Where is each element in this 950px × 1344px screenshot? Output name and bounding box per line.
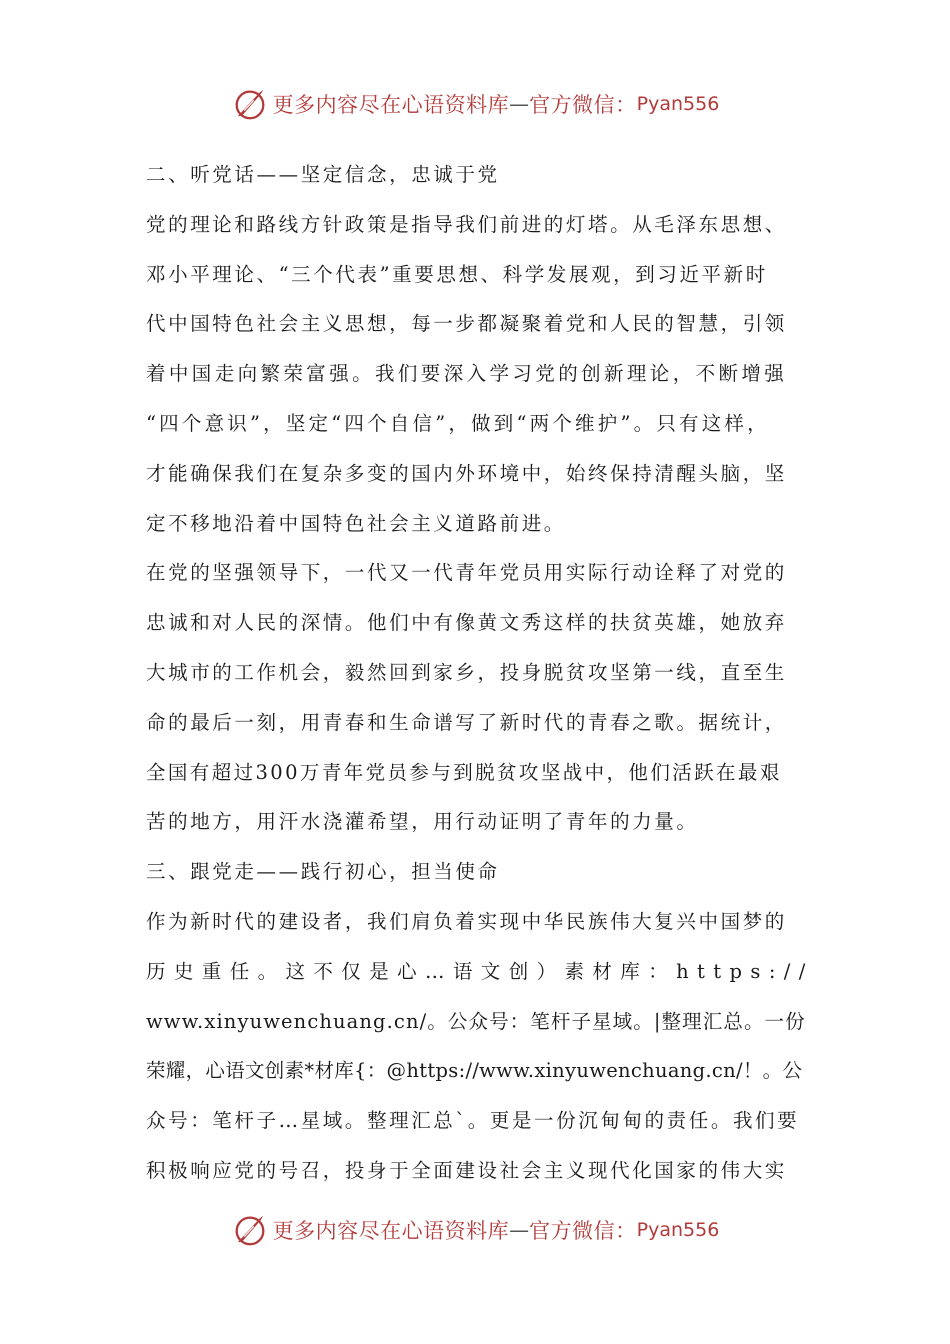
header-wechat-label: 官方微信：	[529, 93, 637, 117]
paragraph-line: 全国有超过300万青年党员参与到脱贫攻坚战中，他们活跃在最艰	[146, 760, 782, 784]
footer-wechat-label: 官方微信：	[529, 1219, 637, 1243]
paragraph-line: 苦的地方，用汗水浇灌希望，用行动证明了青年的力量。	[146, 810, 699, 834]
footer-brand-text: 更多内容尽在心语资料库	[272, 1219, 510, 1243]
paragraph-line: 邓小平理论、“三个代表”重要思想、科学发展观，到习近平新时	[146, 262, 768, 286]
header-banner	[0, 82, 950, 126]
quill-pen-logo-icon	[231, 1211, 269, 1249]
paragraph-line: 才能确保我们在复杂多变的国内外环境中，始终保持清醒头脑，坚	[146, 461, 787, 485]
paragraph-line: 忠诚和对人民的深情。他们中有像黄文秀这样的扶贫英雄，她放弃	[146, 611, 787, 635]
footer-wechat-id: Pyan556	[636, 1219, 720, 1241]
paragraph-line: 定不移地沿着中国特色社会主义道路前进。	[146, 511, 566, 535]
footer-separator: —	[509, 1218, 530, 1242]
paragraph-line: 代中国特色社会主义思想，每一步都凝聚着党和人民的智慧，引领	[146, 312, 787, 336]
footer-banner	[0, 1208, 950, 1252]
section-heading-3: 三、跟党走——践行初心，担当使命	[146, 860, 500, 884]
header-brand-text: 更多内容尽在心语资料库	[272, 93, 510, 117]
header-wechat-id: Pyan556	[636, 93, 720, 115]
paragraph-line: 命的最后一刻，用青春和生命谱写了新时代的青春之歌。据统计，	[146, 710, 787, 734]
paragraph-line: 作为新时代的建设者，我们肩负着实现中华民族伟大复兴中国梦的	[146, 909, 787, 933]
paragraph-line: 着中国走向繁荣富强。我们要深入学习党的创新理论，不断增强	[146, 362, 788, 386]
paragraph-line: 党的理论和路线方针政策是指导我们前进的灯塔。从毛泽东思想、	[146, 212, 787, 236]
paragraph-line: 大城市的工作机会，毅然回到家乡，投身脱贫攻坚第一线，直至生	[146, 660, 787, 684]
paragraph-line: “四个意识”，坚定“四个自信”，做到“两个维护”。只有这样，	[146, 411, 770, 435]
paragraph-line: 在党的坚强领导下，一代又一代青年党员用实际行动诠释了对党的	[146, 561, 787, 585]
paragraph-line: 荣耀，心语文创素*材库{：@https://www.xinyuwenchuang.cn/！。公	[146, 1059, 803, 1083]
document-body	[146, 150, 814, 1196]
paragraph-line: www.xinyuwenchuang.cn/。公众号：笔杆子星域。|整理汇总。一份	[146, 1009, 806, 1033]
section-heading-2: 二、听党话——坚定信念，忠诚于党	[146, 163, 500, 186]
paragraph-line: 历史重任。这不仅是心…语文创）素材库：https://	[146, 959, 814, 983]
paragraph-line: 众号：笔杆子…星域。整理汇总`。更是一份沉甸甸的责任。我们要	[146, 1109, 800, 1133]
header-separator: —	[509, 92, 530, 116]
paragraph-line: 积极响应党的号召，投身于全面建设社会主义现代化国家的伟大实	[146, 1158, 787, 1182]
quill-pen-logo-icon	[231, 85, 269, 123]
